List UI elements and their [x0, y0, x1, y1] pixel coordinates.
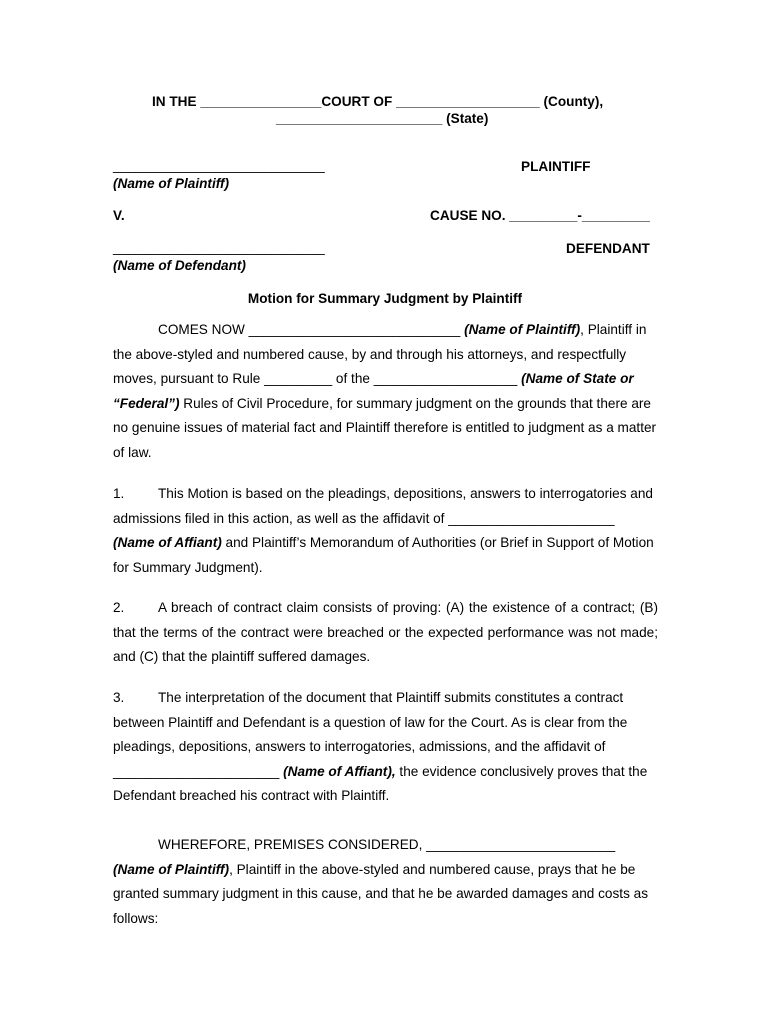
- document-title: Motion for Summary Judgment by Plaintiff: [247, 291, 523, 306]
- paragraph-2-text: A breach of contract claim consists of proving: (A) the existence of a contract; (B) that the terms of the contract were breached or the expected performance was not made; and (C) that the plaintiff suffered damages.: [113, 600, 658, 664]
- intro-text-3: Rules of Civil Procedure, for summary judgment on the grounds that there are no genuine issues of material fact and Plaintiff therefore is entitled to judgment as a matter of law.: [113, 395, 657, 460]
- paragraph-2-number: 2.: [113, 600, 125, 615]
- plaintiff-label: PLAINTIFF: [521, 159, 591, 174]
- intro-plaintiff-hint: (Name of Plaintiff): [464, 322, 581, 337]
- defendant-name-blank: ____________________________: [113, 240, 325, 255]
- paragraph-1: [113, 482, 658, 580]
- paragraph-3: [113, 686, 658, 809]
- wherefore-text-1: WHEREFORE, PREMISES CONSIDERED, _________________________: [158, 837, 616, 852]
- intro-state-hint: (Name of State or “Federal”): [113, 371, 634, 411]
- paragraph-1-number: 1.: [113, 486, 125, 501]
- court-caption-line2: ______________________ (State): [276, 111, 489, 126]
- paragraph-1-affiant-hint: (Name of Affiant): [113, 535, 222, 550]
- defendant-label: DEFENDANT: [566, 241, 650, 256]
- wherefore-plaintiff-hint: (Name of Plaintiff): [113, 861, 230, 877]
- versus-label: V.: [113, 208, 125, 223]
- paragraph-3-number: 3.: [113, 690, 125, 705]
- intro-text-1: COMES NOW ____________________________: [158, 322, 465, 337]
- paragraph-1-text-2: and Plaintiff’s Memorandum of Authorities (or Brief in Support of Motion for Summary Judgment).: [113, 535, 654, 575]
- plaintiff-name-blank: ____________________________: [113, 158, 325, 173]
- paragraph-3-affiant-hint: (Name of Affiant),: [283, 763, 396, 779]
- wherefore-text-2: , Plaintiff in the above-styled and numbered cause, prays that he be granted summary judgment in this cause, and that he be awarded damages and costs as follows:: [113, 861, 649, 926]
- paragraph-3-text-2: the evidence conclusively proves that the Defendant breached his contract with Plaintiff.: [113, 763, 648, 803]
- paragraph-3-text-1: The interpretation of the document that Plaintiff submits constitutes a contract between Plaintiff and Defendant is a question of law for the Court. As is clear from the pleadings, depositions, answers to interrogatories, admissions, and the affidavit of ______________________: [113, 690, 628, 779]
- defendant-name-hint: (Name of Defendant): [113, 258, 246, 273]
- paragraph-1-text-1: This Motion is based on the pleadings, depositions, answers to interrogatories and admissions filed in this action, as well as the affidavit of ______________________: [113, 486, 653, 526]
- wherefore-paragraph: [113, 833, 658, 931]
- paragraph-2: [113, 596, 658, 670]
- court-prefix: IN THE ________________: [152, 94, 322, 109]
- plaintiff-name-hint: (Name of Plaintiff): [113, 176, 230, 191]
- intro-text-2: , Plaintiff in the above-styled and numbered cause, by and through his attorneys, and respectfully moves, pursuant to Rule _________ of the ___________________: [113, 322, 647, 386]
- court-county: COURT OF ___________________ (County),: [321, 94, 604, 109]
- intro-paragraph: [113, 318, 658, 465]
- cause-number: CAUSE NO. _________-_________: [430, 208, 650, 223]
- court-caption-line1: [152, 94, 603, 109]
